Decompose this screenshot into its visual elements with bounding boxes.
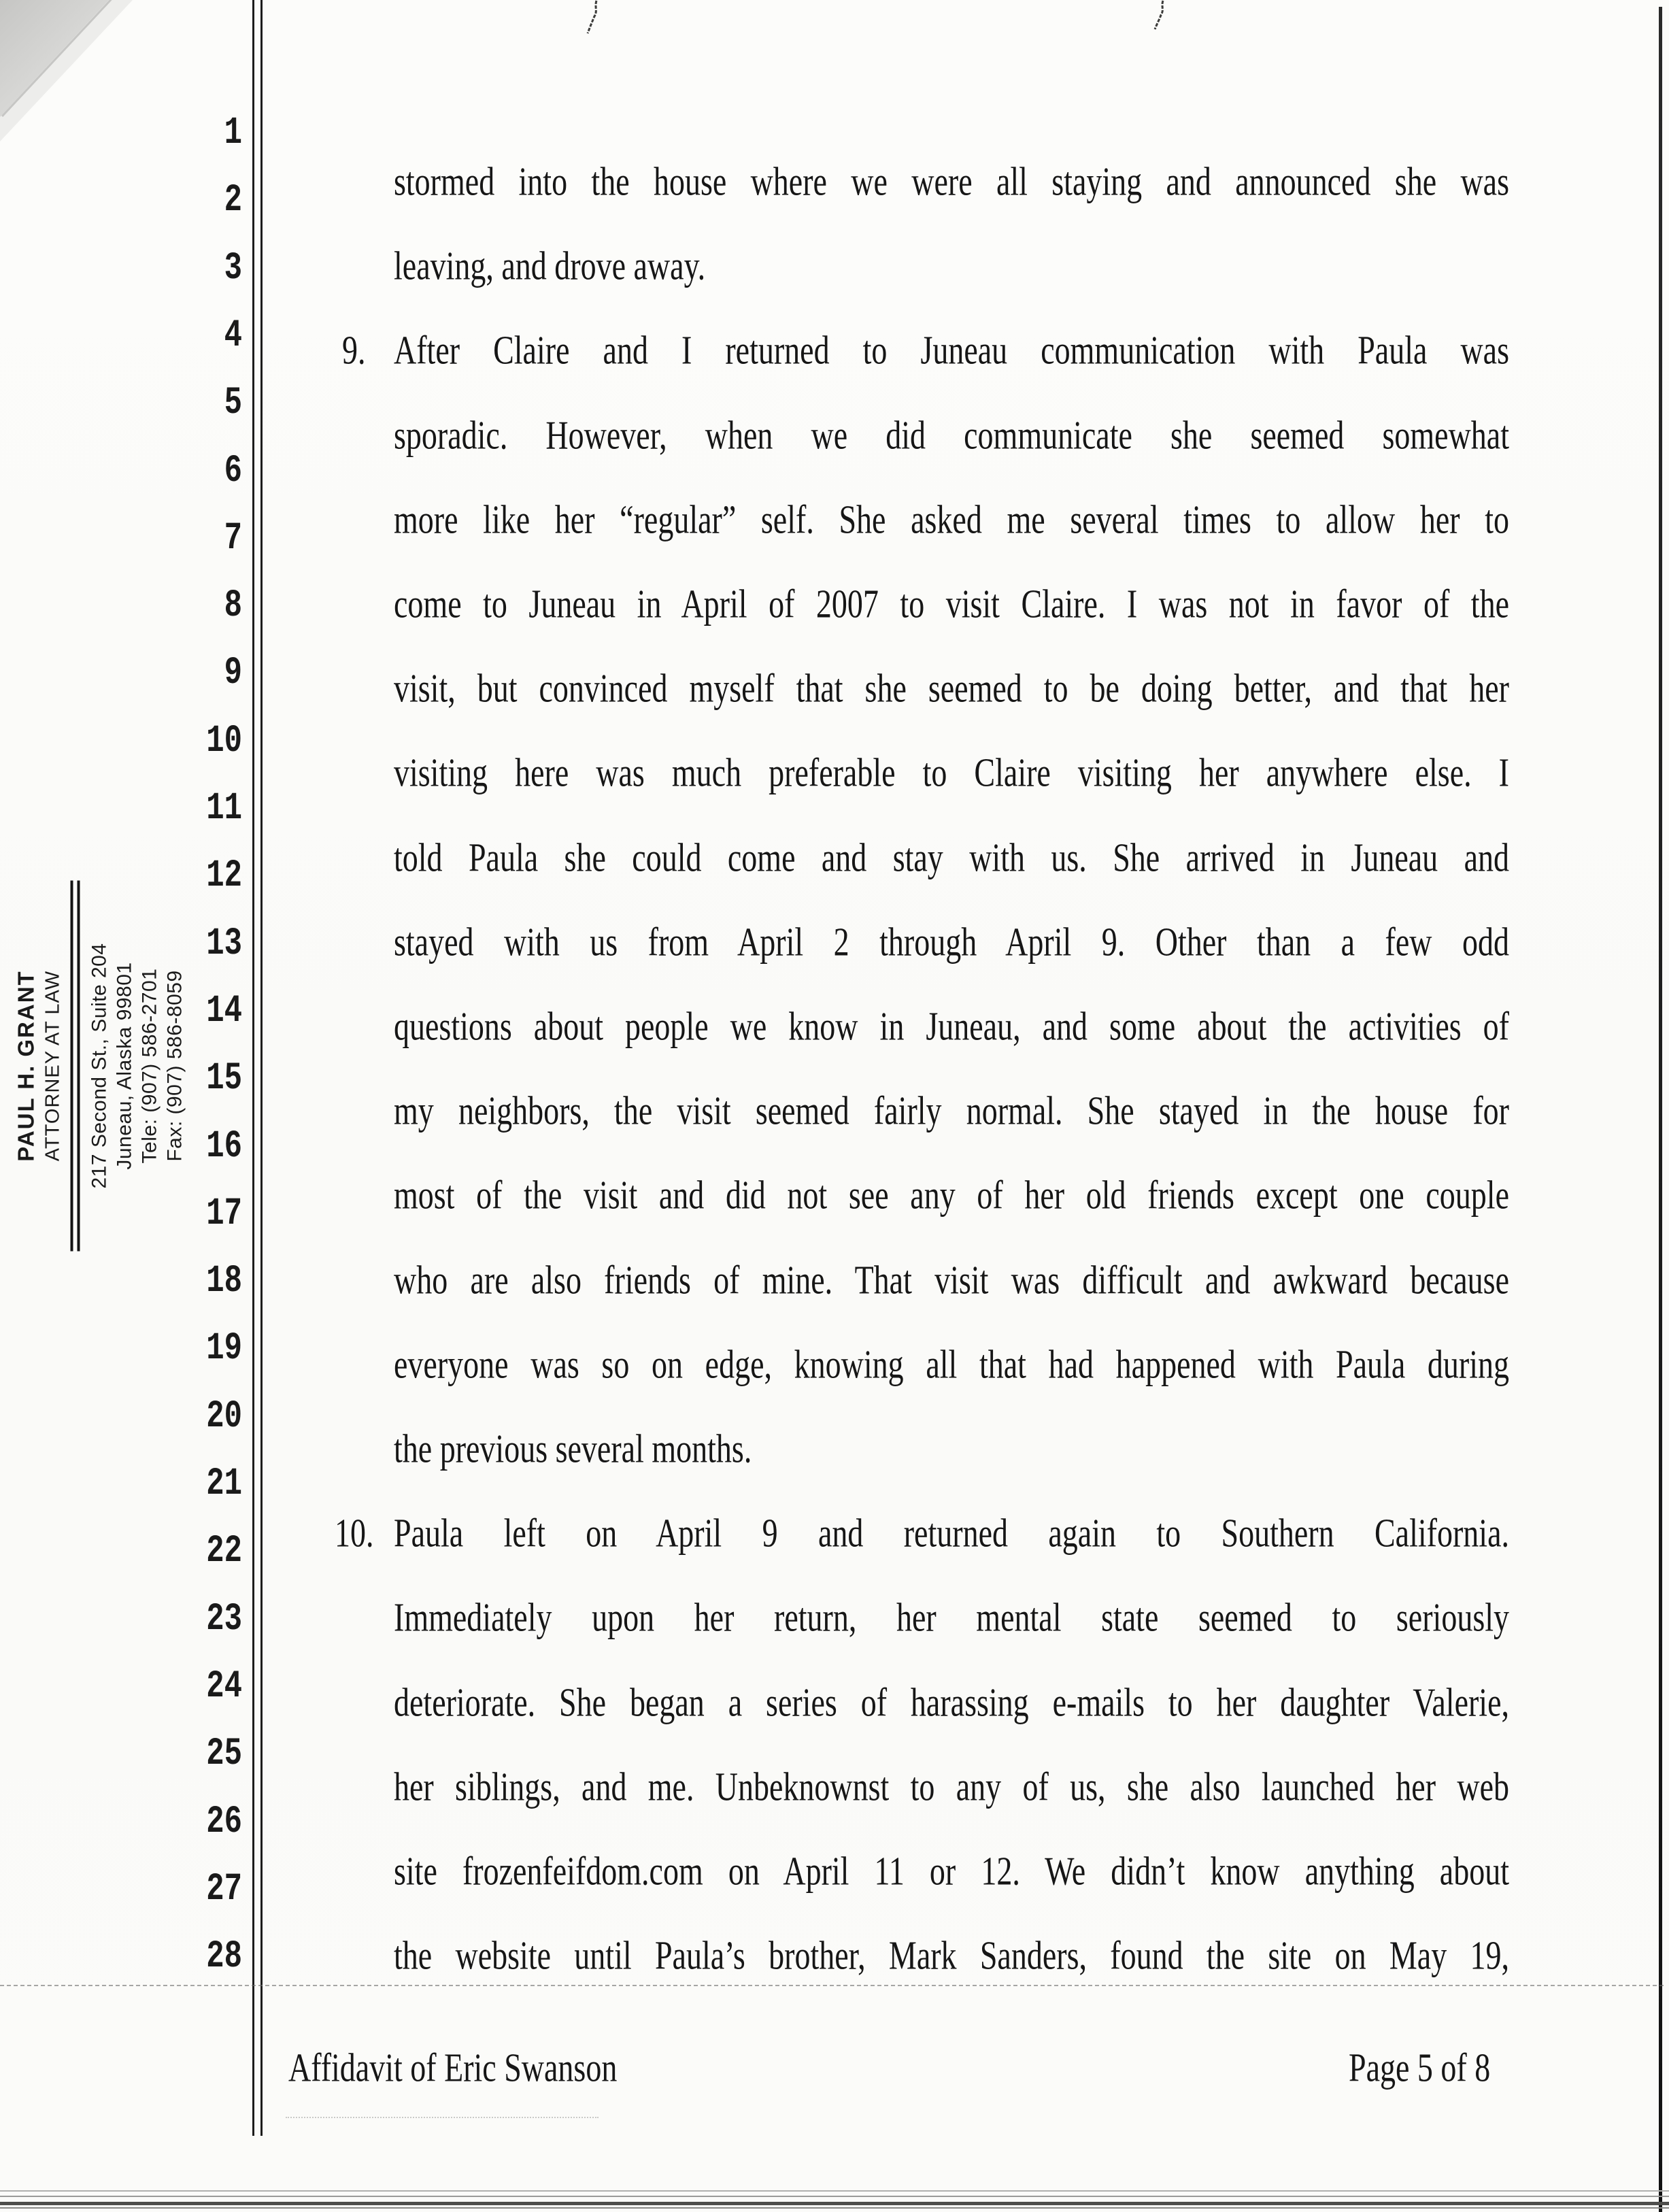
body-line-20: her siblings, and me. Unbeknownst to any of us, she also launched her web — [394, 1763, 1509, 1809]
line-number-24: 24 — [206, 1664, 242, 1709]
line-number-12: 12 — [206, 854, 242, 899]
line-number-7: 7 — [224, 516, 242, 560]
line-number-27: 27 — [206, 1867, 242, 1911]
attorney-fax: Fax: (907) 586-8059 — [163, 970, 186, 1162]
bottom-scan-band — [0, 2202, 1669, 2205]
right-scan-edge — [1659, 7, 1662, 2212]
line-number-28: 28 — [206, 1935, 242, 1979]
line-number-20: 20 — [206, 1394, 242, 1439]
line-number-8: 8 — [224, 584, 242, 629]
body-line-8: visiting here was much preferable to Claire visiting her anywhere else. I — [394, 750, 1509, 795]
footer-page-number: Page 5 of 8 — [1349, 2045, 1491, 2090]
line-number-22: 22 — [206, 1530, 242, 1574]
line-number-4: 4 — [224, 314, 242, 358]
paragraph-number-10: 10. — [335, 1510, 374, 1556]
footer-separator-dashed — [0, 1985, 1664, 1986]
bottom-scan-line — [0, 2207, 1669, 2209]
body-line-17: Paula left on April 9 and returned again to Southern California. — [394, 1510, 1509, 1556]
line-number-9: 9 — [224, 652, 242, 696]
body-line-14: who are also friends of mine. That visit was difficult and awkward because — [394, 1256, 1509, 1303]
line-number-16: 16 — [206, 1124, 242, 1169]
attorney-street: 217 Second St., Suite 204 — [88, 943, 111, 1189]
body-line-19: deteriorate. She began a series of harassing e-mails to her daughter Valerie, — [394, 1679, 1509, 1725]
attorney-title: ATTORNEY AT LAW — [41, 970, 64, 1162]
body-line-12: my neighbors, the visit seemed fairly normal. She stayed in the house for — [394, 1088, 1509, 1133]
body-line-21: site frozenfeifdom.com on April 11 or 12. We didn’t know anything about — [394, 1848, 1509, 1894]
footer-document-title: Affidavit of Eric Swanson — [288, 2045, 618, 2090]
line-number-10: 10 — [206, 719, 242, 763]
line-number-26: 26 — [206, 1800, 242, 1844]
attorney-city: Juneau, Alaska 99801 — [113, 962, 136, 1170]
line-number-5: 5 — [224, 382, 242, 426]
line-number-14: 14 — [206, 989, 242, 1033]
body-line-10: stayed with us from April 2 through April 9. Other than a few odd — [394, 918, 1509, 965]
body-line-22: the website until Paula’s brother, Mark Sanders, found the site on May 19, — [394, 1932, 1509, 1978]
body-line-13: most of the visit and did not see any of her old friends except one couple — [394, 1172, 1509, 1218]
line-number-25: 25 — [206, 1732, 242, 1777]
body-line-2: leaving, and drove away. — [394, 243, 706, 288]
left-margin-rule-inner — [260, 0, 263, 2136]
attorney-phone: Tele: (907) 586-2701 — [138, 968, 161, 1164]
body-line-9: told Paula she could come and stay with us. She arrived in Juneau and — [394, 834, 1509, 880]
footer-underline-artifact — [286, 2117, 599, 2118]
attorney-name: PAUL H. GRANT — [13, 970, 39, 1162]
line-number-19: 19 — [206, 1327, 242, 1371]
letterhead-divider — [71, 881, 80, 1252]
line-number-15: 15 — [206, 1057, 242, 1101]
body-line-16: the previous several months. — [394, 1426, 752, 1471]
body-line-4: sporadic. However, when we did communicate she seemed somewhat — [394, 412, 1509, 458]
line-number-6: 6 — [224, 449, 242, 493]
body-line-1: stormed into the house where we were all staying and announced she was — [394, 158, 1509, 204]
line-number-21: 21 — [206, 1462, 242, 1506]
body-line-3: After Claire and I returned to Juneau communication with Paula was — [394, 327, 1509, 373]
body-line-7: visit, but convinced myself that she seemed to be doing better, and that her — [394, 665, 1509, 711]
line-number-23: 23 — [206, 1597, 242, 1641]
body-line-6: come to Juneau in April of 2007 to visit Claire. I was not in favor of the — [394, 581, 1509, 626]
body-line-11: questions about people we know in Juneau, and some about the activities of — [394, 1003, 1509, 1049]
paragraph-number-9: 9. — [342, 327, 366, 373]
line-number-17: 17 — [206, 1192, 242, 1236]
body-line-15: everyone was so on edge, knowing all that had happened with Paula during — [394, 1341, 1509, 1387]
line-number-3: 3 — [224, 246, 242, 290]
line-number-2: 2 — [224, 179, 242, 223]
line-number-13: 13 — [206, 922, 242, 966]
body-line-5: more like her “regular” self. She asked me several times to allow her to — [394, 496, 1509, 542]
line-number-11: 11 — [206, 787, 242, 831]
staple-mark-icon — [1153, 0, 1172, 31]
bottom-scan-line — [0, 2190, 1669, 2192]
body-line-18: Immediately upon her return, her mental state seemed to seriously — [394, 1594, 1509, 1640]
line-number-1: 1 — [224, 112, 242, 155]
bottom-scan-line — [0, 2196, 1669, 2197]
line-number-18: 18 — [206, 1260, 242, 1304]
staple-mark-icon — [585, 0, 605, 35]
left-margin-rule-outer — [252, 0, 254, 2136]
